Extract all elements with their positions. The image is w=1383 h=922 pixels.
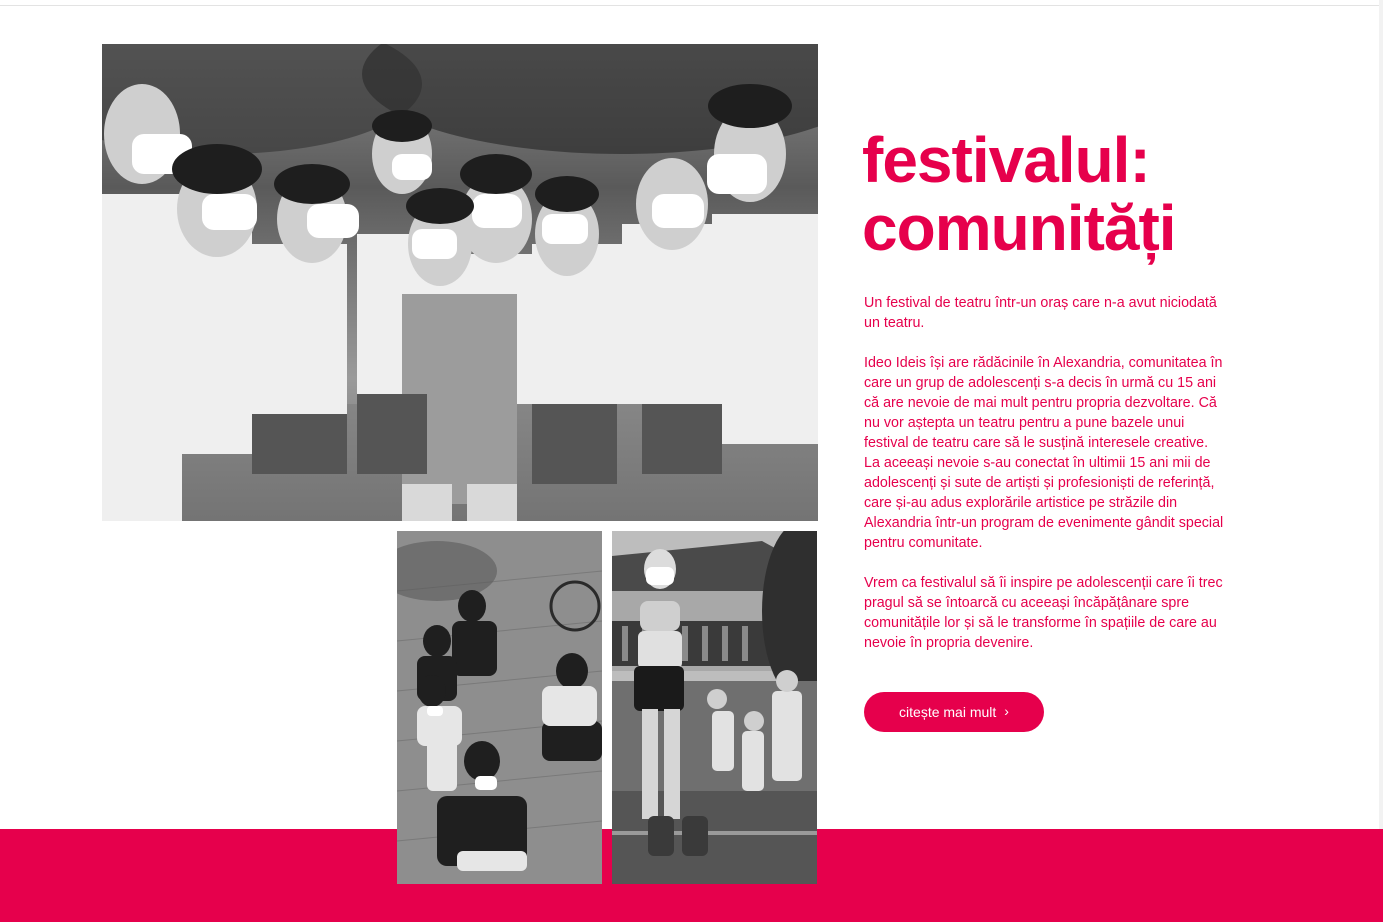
scrollbar[interactable] bbox=[1379, 0, 1383, 922]
mission-paragraph: Vrem ca festivalul să îi inspire pe adolescenții care îi trec pragul să se întoarcă cu aceeași încăpățânare spre comunitățile lor și să le transforme în spațiile de care au nevoie în propria devenire. bbox=[864, 575, 1223, 651]
section-title bbox=[862, 126, 1322, 262]
section-description bbox=[864, 293, 1226, 673]
history-paragraph: Ideo Ideis își are rădăcinile în Alexandria, comunitatea în care un grup de adolescenți s-a decis în urmă cu 15 ani că are nevoie de mai mult pentru propria dezvoltare. Că nu vor aștepta un teatru pentru a pune bazele unui festival de teatru care să le susțină interesele creative. La aceeași nevoie s-au conectat în ultimii 15 ani mii de adolescenți și sute de artiști și profesioniști de referință, care și-au adus explorările artistice pe străzile din Alexandria într-un program de evenimente gândit special pentru comunitate. bbox=[864, 355, 1224, 551]
top-divider bbox=[0, 5, 1383, 6]
intro-paragraph: Un festival de teatru într-un oraș care n-a avut niciodată un teatru. bbox=[864, 295, 1217, 331]
group-of-teens-in-masks-photo bbox=[102, 44, 818, 521]
section-title-line-1: festivalul: bbox=[862, 124, 1150, 196]
teens-sitting-on-pavement-photo bbox=[397, 531, 602, 884]
chevron-right-icon: › bbox=[1004, 703, 1009, 719]
read-more-button[interactable] bbox=[864, 692, 1044, 732]
section-title-line-2: comunități bbox=[862, 192, 1176, 264]
read-more-label: citește mai mult bbox=[899, 704, 997, 720]
girl-jumping-in-yard-photo bbox=[612, 531, 817, 884]
